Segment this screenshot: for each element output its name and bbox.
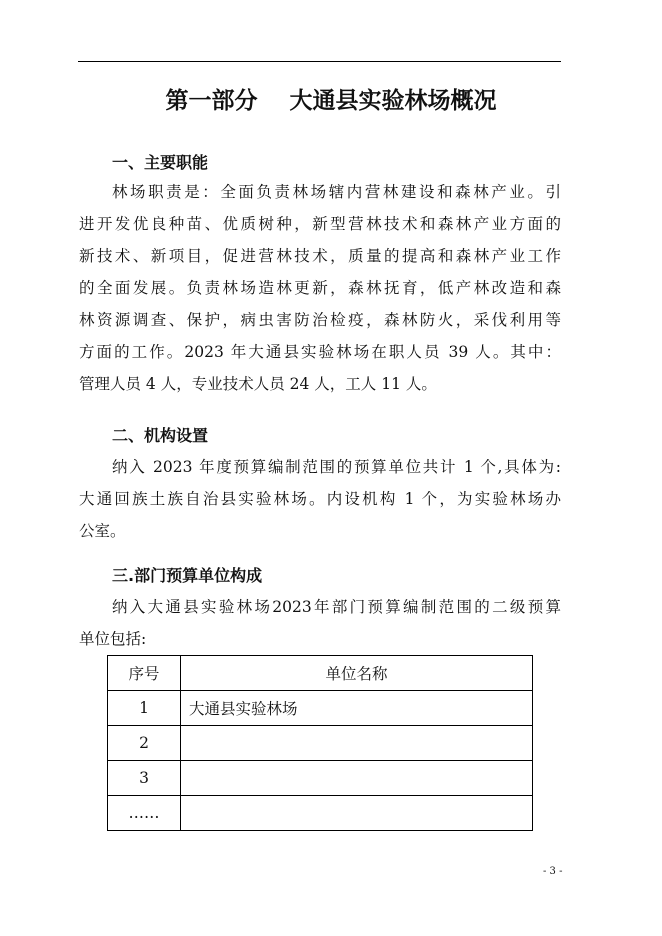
- table-row: [108, 761, 533, 796]
- header-index: 序号: [108, 656, 181, 691]
- cell-index: 1: [108, 691, 181, 726]
- paragraph-line: 新技术、新项目，促进营林技术，质量的提高和森林产业工作: [79, 247, 561, 265]
- paragraph-line: 管理人员 4 人，专业技术人员 24 人，工人 11 人。: [79, 375, 437, 393]
- header-unit-name: 单位名称: [181, 656, 533, 691]
- section-heading-functions: 一、主要职能: [112, 153, 209, 172]
- table-header-row: [108, 656, 533, 691]
- paragraph-line: 大通回族土族自治县实验林场。内设机构 1 个，为实验林场办: [79, 490, 561, 508]
- paragraph-line: 林场职责是：全面负责林场辖内营林建设和森林产业。引: [112, 183, 561, 201]
- cell-unit-name: [181, 726, 533, 761]
- budget-units-table: [107, 655, 533, 831]
- table-row: [108, 691, 533, 726]
- cell-unit-name: [181, 796, 533, 831]
- section-heading-organization: 二、机构设置: [112, 426, 209, 445]
- paragraph-line: 进开发优良种苗、优质树种，新型营林技术和森林产业方面的: [79, 215, 561, 233]
- paragraph-line: 公室。: [79, 522, 126, 540]
- cell-index: ……: [108, 796, 181, 831]
- header-rule: [78, 61, 561, 62]
- section-heading-budget-units: 三.部门预算单位构成: [112, 566, 263, 585]
- paragraph-line: 林资源调查、保护，病虫害防治检疫，森林防火，采伐利用等: [79, 311, 561, 329]
- table-row: [108, 726, 533, 761]
- page-number: - 3 -: [543, 866, 563, 877]
- page-title: 第一部分 大通县实验林场概况: [165, 87, 497, 114]
- cell-unit-name: [181, 761, 533, 796]
- paragraph-line: 方面的工作。2023 年大通县实验林场在职人员 39 人。其中：: [79, 343, 561, 361]
- paragraph-line: 纳入大通县实验林场2023年部门预算编制范围的二级预算: [112, 598, 561, 616]
- paragraph-line: 纳入 2023 年度预算编制范围的预算单位共计 1 个,具体为:: [112, 458, 561, 476]
- table-row: [108, 796, 533, 831]
- cell-unit-name: 大通县实验林场: [181, 691, 533, 726]
- cell-index: 3: [108, 761, 181, 796]
- paragraph-line: 的全面发展。负责林场造林更新，森林抚育，低产林改造和森: [79, 279, 561, 297]
- cell-index: 2: [108, 726, 181, 761]
- paragraph-line: 单位包括:: [79, 630, 147, 648]
